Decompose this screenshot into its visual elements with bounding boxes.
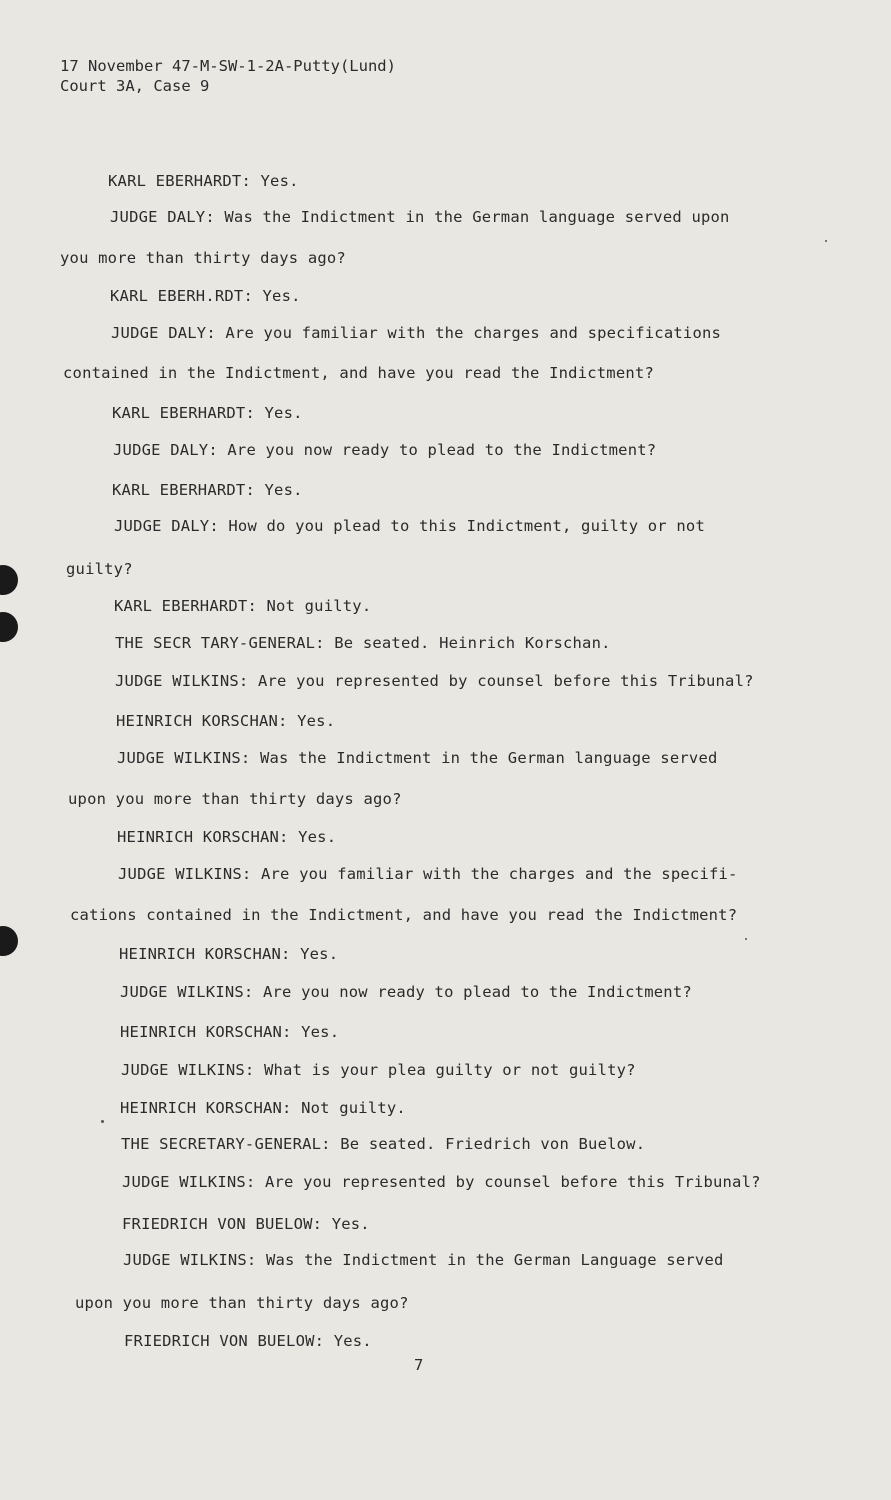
- paper-speck: [745, 938, 747, 940]
- transcript-line: JUDGE DALY: How do you plead to this Indictment, guilty or not: [114, 517, 705, 535]
- transcript-line: KARL EBERHARDT: Yes.: [112, 481, 303, 499]
- transcript-line: KARL EBERHARDT: Yes.: [112, 404, 303, 422]
- transcript-line: upon you more than thirty days ago?: [68, 790, 402, 808]
- transcript-line: KARL EBERH.RDT: Yes.: [110, 287, 301, 305]
- transcript-line: FRIEDRICH VON BUELOW: Yes.: [122, 1215, 370, 1233]
- header-line-date-reference: 17 November 47-M-SW-1-2A-Putty(Lund): [60, 57, 396, 75]
- transcript-line: you more than thirty days ago?: [60, 249, 346, 267]
- transcript-line: KARL EBERHARDT: Yes.: [108, 172, 299, 190]
- transcript-line: JUDGE WILKINS: Are you familiar with the charges and the specifi-: [118, 865, 738, 883]
- transcript-line: JUDGE DALY: Was the Indictment in the German language served upon: [110, 208, 730, 226]
- transcript-line: THE SECR TARY-GENERAL: Be seated. Heinrich Korschan.: [115, 634, 611, 652]
- transcript-line: HEINRICH KORSCHAN: Yes.: [117, 828, 337, 846]
- transcript-line: JUDGE WILKINS: Are you now ready to plead to the Indictment?: [120, 983, 692, 1001]
- transcript-line: JUDGE WILKINS: Was the Indictment in the German Language served: [123, 1251, 724, 1269]
- transcript-line: contained in the Indictment, and have you read the Indictment?: [63, 364, 654, 382]
- transcript-line: JUDGE WILKINS: What is your plea guilty or not guilty?: [121, 1061, 636, 1079]
- punch-hole: [0, 612, 18, 642]
- document-header: [60, 56, 396, 96]
- transcript-line: JUDGE DALY: Are you now ready to plead to the Indictment?: [113, 441, 657, 459]
- transcript-line: JUDGE WILKINS: Are you represented by counsel before this Tribunal?: [115, 672, 754, 690]
- transcript-line: FRIEDRICH VON BUELOW: Yes.: [124, 1332, 372, 1350]
- transcript-line: HEINRICH KORSCHAN: Yes.: [116, 712, 336, 730]
- punch-hole: [0, 565, 18, 595]
- transcript-line: HEINRICH KORSCHAN: Yes.: [119, 945, 339, 963]
- transcript-line: cations contained in the Indictment, and have you read the Indictment?: [70, 906, 738, 924]
- transcript-line: HEINRICH KORSCHAN: Yes.: [120, 1023, 340, 1041]
- transcript-line: guilty?: [66, 560, 133, 578]
- page-number: 7: [414, 1356, 424, 1374]
- transcript-line: THE SECRETARY-GENERAL: Be seated. Friedrich von Buelow.: [121, 1135, 646, 1153]
- transcript-line: upon you more than thirty days ago?: [75, 1294, 409, 1312]
- header-line-court-case: Court 3A, Case 9: [60, 77, 210, 95]
- transcript-line: KARL EBERHARDT: Not guilty.: [114, 597, 372, 615]
- punch-hole: [0, 926, 18, 956]
- transcript-line: HEINRICH KORSCHAN: Not guilty.: [120, 1099, 406, 1117]
- transcript-line: JUDGE WILKINS: Was the Indictment in the German language served: [117, 749, 718, 767]
- transcript-line: JUDGE WILKINS: Are you represented by counsel before this Tribunal?: [122, 1173, 761, 1191]
- paper-speck: [825, 240, 827, 242]
- transcript-line: JUDGE DALY: Are you familiar with the charges and specifications: [111, 324, 722, 342]
- paper-speck: [101, 1120, 104, 1123]
